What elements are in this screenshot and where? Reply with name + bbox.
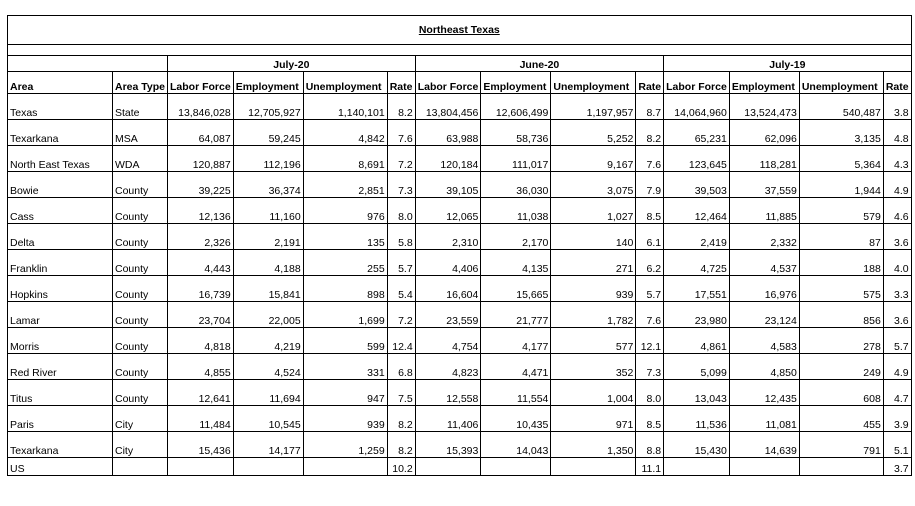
period-july-20: July-20	[168, 56, 416, 72]
cell-labor-force: 123,645	[664, 146, 730, 172]
cell-unemployment	[551, 458, 636, 476]
cell-rate: 5.4	[387, 276, 415, 302]
cell-labor-force: 39,225	[168, 172, 234, 198]
cell-labor-force	[415, 458, 481, 476]
cell-rate: 8.2	[387, 432, 415, 458]
header-labor-force: Labor Force	[664, 72, 730, 94]
cell-employment: 4,219	[233, 328, 303, 354]
table-row	[8, 406, 912, 432]
cell-employment: 23,124	[729, 302, 799, 328]
cell-labor-force: 12,558	[415, 380, 481, 406]
cell-unemployment: 249	[799, 354, 883, 380]
cell-employment: 11,885	[729, 198, 799, 224]
cell-unemployment: 135	[303, 224, 387, 250]
cell-labor-force: 4,823	[415, 354, 481, 380]
cell-rate: 6.2	[636, 250, 664, 276]
cell-unemployment: 352	[551, 354, 636, 380]
cell-labor-force: 5,099	[664, 354, 730, 380]
cell-rate: 5.7	[636, 276, 664, 302]
cell-rate: 3.6	[883, 302, 911, 328]
cell-labor-force: 13,846,028	[168, 94, 234, 120]
cell-employment: 12,435	[729, 380, 799, 406]
table-row	[8, 146, 912, 172]
cell-unemployment: 3,075	[551, 172, 636, 198]
cell-rate: 5.7	[883, 328, 911, 354]
cell-employment: 4,188	[233, 250, 303, 276]
cell-area-type: County	[113, 172, 168, 198]
cell-labor-force: 4,818	[168, 328, 234, 354]
cell-labor-force: 39,503	[664, 172, 730, 198]
header-employment: Employment	[729, 72, 799, 94]
cell-labor-force	[168, 458, 234, 476]
header-unemployment: Unemployment	[799, 72, 883, 94]
cell-employment: 14,177	[233, 432, 303, 458]
cell-area-type: MSA	[113, 120, 168, 146]
cell-unemployment: 791	[799, 432, 883, 458]
cell-area: Cass	[8, 198, 113, 224]
cell-labor-force: 15,393	[415, 432, 481, 458]
cell-unemployment: 971	[551, 406, 636, 432]
table-row	[8, 432, 912, 458]
cell-labor-force: 4,754	[415, 328, 481, 354]
header-rate: Rate	[883, 72, 911, 94]
cell-employment: 58,736	[481, 120, 551, 146]
cell-employment: 2,191	[233, 224, 303, 250]
cell-unemployment: 2,851	[303, 172, 387, 198]
cell-rate: 5.7	[387, 250, 415, 276]
cell-unemployment: 255	[303, 250, 387, 276]
cell-employment: 14,043	[481, 432, 551, 458]
cell-area-type: State	[113, 94, 168, 120]
cell-rate: 8.5	[636, 198, 664, 224]
cell-unemployment: 939	[551, 276, 636, 302]
period-header-row	[8, 56, 912, 72]
cell-employment: 15,841	[233, 276, 303, 302]
cell-rate: 3.3	[883, 276, 911, 302]
cell-labor-force: 120,184	[415, 146, 481, 172]
cell-unemployment: 278	[799, 328, 883, 354]
cell-employment: 21,777	[481, 302, 551, 328]
cell-rate: 4.8	[883, 120, 911, 146]
cell-area: Lamar	[8, 302, 113, 328]
table-row	[8, 120, 912, 146]
cell-employment: 4,471	[481, 354, 551, 380]
cell-area: Morris	[8, 328, 113, 354]
cell-employment: 11,081	[729, 406, 799, 432]
cell-labor-force: 11,536	[664, 406, 730, 432]
cell-unemployment: 540,487	[799, 94, 883, 120]
cell-area-type	[113, 458, 168, 476]
cell-unemployment: 1,004	[551, 380, 636, 406]
cell-unemployment: 455	[799, 406, 883, 432]
cell-unemployment: 579	[799, 198, 883, 224]
cell-unemployment: 3,135	[799, 120, 883, 146]
cell-unemployment: 5,364	[799, 146, 883, 172]
cell-unemployment	[799, 458, 883, 476]
cell-area: Texas	[8, 94, 113, 120]
period-blank	[8, 56, 168, 72]
cell-area: US	[8, 458, 113, 476]
table-row	[8, 94, 912, 120]
cell-unemployment: 87	[799, 224, 883, 250]
cell-unemployment: 1,027	[551, 198, 636, 224]
cell-rate: 3.8	[883, 94, 911, 120]
table-row	[8, 354, 912, 380]
cell-employment: 4,850	[729, 354, 799, 380]
cell-employment: 36,374	[233, 172, 303, 198]
cell-employment: 112,196	[233, 146, 303, 172]
cell-unemployment: 1,782	[551, 302, 636, 328]
cell-employment: 4,177	[481, 328, 551, 354]
cell-labor-force: 64,087	[168, 120, 234, 146]
cell-employment: 4,524	[233, 354, 303, 380]
cell-employment	[481, 458, 551, 476]
cell-rate: 8.8	[636, 432, 664, 458]
cell-labor-force: 63,988	[415, 120, 481, 146]
cell-employment: 15,665	[481, 276, 551, 302]
cell-rate: 7.2	[387, 302, 415, 328]
cell-rate: 5.8	[387, 224, 415, 250]
cell-rate: 4.0	[883, 250, 911, 276]
table-row	[8, 198, 912, 224]
cell-employment: 11,038	[481, 198, 551, 224]
table-row	[8, 250, 912, 276]
header-labor-force: Labor Force	[168, 72, 234, 94]
period-june-20: June-20	[415, 56, 663, 72]
cell-area: Hopkins	[8, 276, 113, 302]
cell-employment: 13,524,473	[729, 94, 799, 120]
cell-labor-force: 4,725	[664, 250, 730, 276]
cell-area-type: County	[113, 250, 168, 276]
cell-employment: 36,030	[481, 172, 551, 198]
cell-area-type: City	[113, 432, 168, 458]
cell-employment: 11,160	[233, 198, 303, 224]
cell-unemployment: 188	[799, 250, 883, 276]
header-employment: Employment	[481, 72, 551, 94]
cell-unemployment: 599	[303, 328, 387, 354]
header-employment: Employment	[233, 72, 303, 94]
cell-rate: 8.2	[636, 120, 664, 146]
cell-area-type: WDA	[113, 146, 168, 172]
cell-rate: 10.2	[387, 458, 415, 476]
table-row	[8, 276, 912, 302]
cell-area: Franklin	[8, 250, 113, 276]
header-unemployment: Unemployment	[551, 72, 636, 94]
header-rate: Rate	[387, 72, 415, 94]
cell-rate: 8.5	[636, 406, 664, 432]
cell-labor-force: 2,419	[664, 224, 730, 250]
table-title: Northeast Texas	[8, 16, 912, 45]
cell-rate: 7.9	[636, 172, 664, 198]
cell-labor-force: 4,861	[664, 328, 730, 354]
cell-employment	[233, 458, 303, 476]
header-area: Area	[8, 72, 113, 94]
cell-unemployment: 8,691	[303, 146, 387, 172]
cell-unemployment: 1,197,957	[551, 94, 636, 120]
cell-rate: 4.9	[883, 354, 911, 380]
cell-area: North East Texas	[8, 146, 113, 172]
cell-area-type: County	[113, 276, 168, 302]
cell-area: Delta	[8, 224, 113, 250]
cell-unemployment: 1,944	[799, 172, 883, 198]
cell-rate: 8.0	[636, 380, 664, 406]
cell-labor-force: 23,980	[664, 302, 730, 328]
cell-unemployment: 140	[551, 224, 636, 250]
cell-employment: 2,332	[729, 224, 799, 250]
cell-rate: 7.6	[636, 146, 664, 172]
cell-area-type: County	[113, 198, 168, 224]
cell-unemployment: 898	[303, 276, 387, 302]
cell-unemployment: 4,842	[303, 120, 387, 146]
cell-area: Texarkana	[8, 432, 113, 458]
cell-rate: 7.2	[387, 146, 415, 172]
cell-employment: 59,245	[233, 120, 303, 146]
cell-labor-force: 120,887	[168, 146, 234, 172]
cell-employment: 111,017	[481, 146, 551, 172]
cell-area: Bowie	[8, 172, 113, 198]
header-area-type: Area Type	[113, 72, 168, 94]
table-row-us	[8, 458, 912, 476]
cell-unemployment: 575	[799, 276, 883, 302]
cell-employment: 4,583	[729, 328, 799, 354]
cell-unemployment: 271	[551, 250, 636, 276]
table-row	[8, 224, 912, 250]
header-unemployment: Unemployment	[303, 72, 387, 94]
cell-rate: 11.1	[636, 458, 664, 476]
cell-labor-force: 2,326	[168, 224, 234, 250]
cell-area: Red River	[8, 354, 113, 380]
header-rate: Rate	[636, 72, 664, 94]
cell-unemployment: 939	[303, 406, 387, 432]
cell-labor-force: 12,136	[168, 198, 234, 224]
cell-labor-force: 16,739	[168, 276, 234, 302]
cell-area: Titus	[8, 380, 113, 406]
cell-labor-force: 23,559	[415, 302, 481, 328]
cell-labor-force: 12,641	[168, 380, 234, 406]
cell-labor-force: 12,464	[664, 198, 730, 224]
cell-rate: 5.1	[883, 432, 911, 458]
cell-area-type: County	[113, 354, 168, 380]
cell-area: Paris	[8, 406, 113, 432]
cell-unemployment: 976	[303, 198, 387, 224]
cell-labor-force: 16,604	[415, 276, 481, 302]
cell-labor-force: 4,855	[168, 354, 234, 380]
cell-area-type: County	[113, 302, 168, 328]
cell-employment	[729, 458, 799, 476]
cell-area-type: County	[113, 380, 168, 406]
cell-rate: 3.9	[883, 406, 911, 432]
cell-labor-force: 2,310	[415, 224, 481, 250]
cell-rate: 7.6	[636, 302, 664, 328]
cell-employment: 37,559	[729, 172, 799, 198]
table-row	[8, 328, 912, 354]
cell-labor-force: 17,551	[664, 276, 730, 302]
cell-unemployment	[303, 458, 387, 476]
cell-rate: 8.0	[387, 198, 415, 224]
cell-unemployment: 947	[303, 380, 387, 406]
cell-labor-force: 13,043	[664, 380, 730, 406]
table-row	[8, 302, 912, 328]
cell-unemployment: 1,699	[303, 302, 387, 328]
cell-employment: 12,606,499	[481, 94, 551, 120]
cell-rate: 3.7	[883, 458, 911, 476]
cell-labor-force: 11,484	[168, 406, 234, 432]
cell-labor-force: 15,436	[168, 432, 234, 458]
cell-labor-force: 23,704	[168, 302, 234, 328]
cell-employment: 22,005	[233, 302, 303, 328]
cell-rate: 4.9	[883, 172, 911, 198]
cell-employment: 12,705,927	[233, 94, 303, 120]
cell-employment: 10,435	[481, 406, 551, 432]
cell-employment: 11,554	[481, 380, 551, 406]
cell-unemployment: 1,259	[303, 432, 387, 458]
spacer-row	[8, 45, 912, 56]
cell-labor-force: 4,443	[168, 250, 234, 276]
cell-rate: 6.8	[387, 354, 415, 380]
cell-area: Texarkana	[8, 120, 113, 146]
cell-labor-force: 11,406	[415, 406, 481, 432]
cell-rate: 4.7	[883, 380, 911, 406]
cell-employment: 16,976	[729, 276, 799, 302]
cell-rate: 4.6	[883, 198, 911, 224]
cell-rate: 8.7	[636, 94, 664, 120]
cell-employment: 118,281	[729, 146, 799, 172]
cell-employment: 10,545	[233, 406, 303, 432]
table-row	[8, 172, 912, 198]
cell-employment: 11,694	[233, 380, 303, 406]
cell-labor-force: 14,064,960	[664, 94, 730, 120]
cell-area-type: City	[113, 406, 168, 432]
cell-unemployment: 577	[551, 328, 636, 354]
header-labor-force: Labor Force	[415, 72, 481, 94]
cell-rate: 12.4	[387, 328, 415, 354]
cell-area-type: County	[113, 224, 168, 250]
cell-labor-force: 15,430	[664, 432, 730, 458]
cell-rate: 7.5	[387, 380, 415, 406]
labor-statistics-table	[7, 15, 912, 476]
cell-employment: 62,096	[729, 120, 799, 146]
cell-rate: 6.1	[636, 224, 664, 250]
cell-rate: 3.6	[883, 224, 911, 250]
cell-rate: 7.3	[636, 354, 664, 380]
cell-labor-force: 39,105	[415, 172, 481, 198]
cell-unemployment: 9,167	[551, 146, 636, 172]
cell-labor-force: 12,065	[415, 198, 481, 224]
cell-labor-force: 4,406	[415, 250, 481, 276]
cell-unemployment: 1,140,101	[303, 94, 387, 120]
cell-unemployment: 5,252	[551, 120, 636, 146]
cell-rate: 8.2	[387, 94, 415, 120]
cell-labor-force	[664, 458, 730, 476]
cell-employment: 14,639	[729, 432, 799, 458]
cell-rate: 4.3	[883, 146, 911, 172]
period-july-19: July-19	[664, 56, 911, 72]
cell-unemployment: 1,350	[551, 432, 636, 458]
cell-unemployment: 331	[303, 354, 387, 380]
cell-rate: 12.1	[636, 328, 664, 354]
cell-employment: 4,537	[729, 250, 799, 276]
cell-employment: 4,135	[481, 250, 551, 276]
cell-employment: 2,170	[481, 224, 551, 250]
column-header-row	[8, 72, 912, 94]
cell-labor-force: 13,804,456	[415, 94, 481, 120]
cell-unemployment: 608	[799, 380, 883, 406]
cell-area-type: County	[113, 328, 168, 354]
cell-unemployment: 856	[799, 302, 883, 328]
table-row	[8, 380, 912, 406]
cell-rate: 8.2	[387, 406, 415, 432]
cell-rate: 7.3	[387, 172, 415, 198]
cell-rate: 7.6	[387, 120, 415, 146]
cell-labor-force: 65,231	[664, 120, 730, 146]
